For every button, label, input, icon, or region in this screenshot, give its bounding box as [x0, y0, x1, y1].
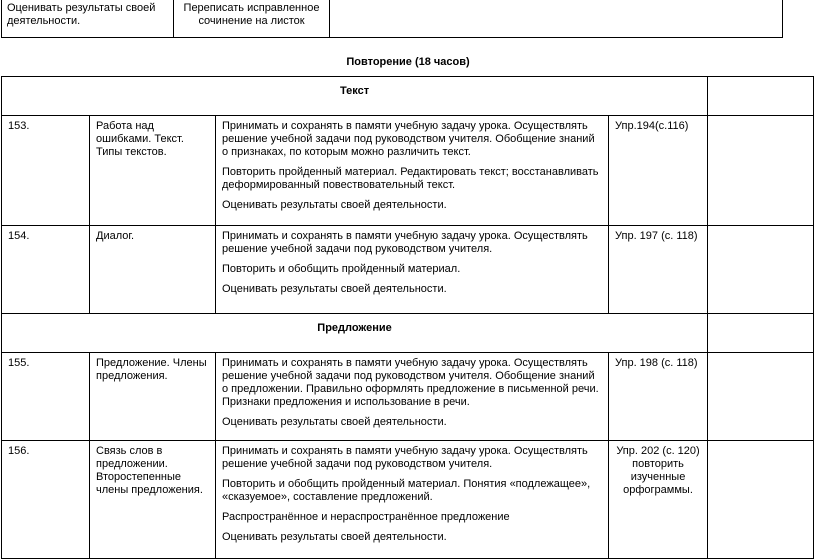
lesson-activities — [216, 353, 609, 441]
activity-line: Принимать и сохранять в памяти учебную задачу урока. Осуществлять решение учебной задачи под руководством учителя. — [222, 445, 588, 470]
table-row — [2, 353, 814, 441]
empty-cell — [708, 77, 814, 116]
table-row — [2, 0, 783, 38]
empty-cell — [708, 441, 814, 559]
activity-line: Повторить и обобщить пройденный материал. Понятия «подлежащее», «сказуемое», составление предложений. — [222, 478, 591, 503]
activity-line: Оценивать результаты своей деятельности. — [222, 283, 447, 295]
activity-line: Повторить и обобщить пройденный материал. — [222, 263, 461, 275]
top-cell-result: Оценивать результаты своей деятельности. — [2, 0, 174, 38]
empty-cell — [708, 314, 814, 353]
lesson-activities — [216, 116, 609, 226]
top-cell-empty — [330, 0, 783, 38]
activity-line: Принимать и сохранять в памяти учебную задачу урока. Осуществлять решение учебной задачи под руководством учителя. — [222, 230, 588, 255]
lesson-number: 154. — [2, 226, 90, 314]
lesson-number: 155. — [2, 353, 90, 441]
activity-line: Оценивать результаты своей деятельности. — [222, 531, 447, 543]
activity-line: Принимать и сохранять в памяти учебную задачу урока. Осуществлять решение учебной задачи под руководством учителя. Обобщение знаний о признаках, по которым можно различить текст. — [222, 120, 595, 158]
table-row — [2, 441, 814, 559]
activity-line: Принимать и сохранять в памяти учебную задачу урока. Осуществлять решение учебной задачи под руководством учителя. Обобщение знаний о предложении. Правильно оформлять предложение в письменной речи. Признаки предложения и использование в речи. — [222, 357, 599, 408]
lesson-topic: Предложение. Члены предложения. — [90, 353, 216, 441]
top-table — [1, 0, 783, 38]
lesson-topic: Связь слов в предложении. Второстепенные члены предложения. — [90, 441, 216, 559]
section-row-text — [2, 77, 814, 116]
table-row — [2, 226, 814, 314]
lesson-exercise: Упр. 202 (с. 120) повторить изученные орфограммы. — [609, 441, 708, 559]
activity-line: Распространённое и нераспространённое предложение — [222, 511, 510, 523]
activity-line: Повторить пройденный материал. Редактировать текст; восстанавливать деформированный повествовательный текст. — [222, 166, 599, 191]
page-heading: Повторение (18 часов) — [346, 56, 470, 68]
empty-cell — [708, 353, 814, 441]
section-title: Предложение — [2, 314, 708, 353]
lesson-activities — [216, 441, 609, 559]
activity-line: Оценивать результаты своей деятельности. — [222, 199, 447, 211]
lesson-topic: Работа над ошибками. Текст. Типы текстов. — [90, 116, 216, 226]
table-row — [2, 116, 814, 226]
lesson-topic: Диалог. — [90, 226, 216, 314]
top-cell-homework: Переписать исправленное сочинение на листок — [174, 0, 330, 38]
empty-cell — [708, 226, 814, 314]
lesson-exercise: Упр. 197 (с. 118) — [609, 226, 708, 314]
lesson-number: 156. — [2, 441, 90, 559]
lesson-table — [1, 76, 814, 559]
activity-line: Оценивать результаты своей деятельности. — [222, 416, 447, 428]
empty-cell — [708, 116, 814, 226]
section-row-sentence — [2, 314, 814, 353]
lesson-activities — [216, 226, 609, 314]
lesson-exercise: Упр.194(с.116) — [609, 116, 708, 226]
section-title: Текст — [2, 77, 708, 116]
lesson-number: 153. — [2, 116, 90, 226]
lesson-exercise: Упр. 198 (с. 118) — [609, 353, 708, 441]
